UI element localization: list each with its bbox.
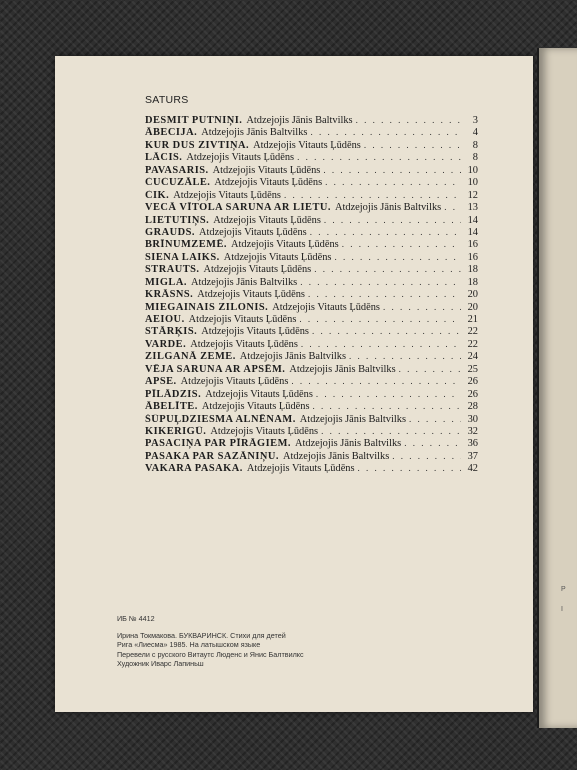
imprint-line: Художник Иварс Лапиньш [117, 659, 204, 669]
imprint-block [117, 614, 457, 669]
toc-leader-dots [310, 227, 461, 237]
toc-page-number: 8 [472, 152, 478, 164]
toc-entry [145, 152, 478, 164]
toc-page-number: 36 [467, 438, 478, 450]
toc-leader-dots [313, 401, 461, 411]
toc-leader-dots [349, 351, 461, 361]
toc-page-number: 20 [467, 301, 478, 313]
toc-entry [145, 401, 478, 413]
imprint-code: ИБ № 4412 [117, 614, 155, 623]
side-mark: P [561, 586, 566, 593]
toc-author: Atdzejojis Vitauts Ļūdēns [214, 177, 323, 189]
toc-leader-dots [364, 140, 461, 150]
toc-title: LIETUTIŅS. [145, 214, 210, 226]
toc-author: Atdzejojis Jānis Baltvilks [289, 363, 396, 375]
toc-title: KIKERIGŪ. [145, 425, 207, 437]
toc-leader-dots [312, 326, 461, 336]
toc-title: PĪLĀDZIS. [145, 388, 202, 400]
toc-author: Atdzejojis Jānis Baltvilks [334, 202, 442, 214]
toc-title: ĀBELĪTE. [145, 401, 198, 413]
toc-title: PASACIŅA PAR PĪRĀGIEM. [145, 438, 291, 450]
toc-leader-dots [392, 451, 461, 461]
toc-entry [145, 426, 478, 438]
toc-author: Atdzejojis Jānis Baltvilks [283, 450, 390, 462]
toc-title: ČUČUZĀLE. [145, 177, 211, 189]
toc-entry [145, 165, 478, 177]
toc-author: Atdzejojis Jānis Baltvilks [239, 351, 347, 363]
toc-entry [145, 190, 478, 202]
toc-author: Atdzejojis Jānis Baltvilks [246, 115, 353, 126]
toc-entry [145, 289, 478, 301]
toc-entry [145, 302, 478, 314]
toc-page-number: 8 [472, 139, 478, 151]
toc-title: GRAUDS. [145, 226, 195, 238]
toc-author: Atdzejojis Vitauts Ļūdēns [213, 214, 321, 226]
toc-entry [145, 414, 478, 426]
table-of-contents [145, 115, 478, 476]
toc-leader-dots [342, 239, 461, 249]
toc-entry [145, 339, 478, 351]
toc-leader-dots [284, 190, 461, 200]
toc-title: LĀCIS. [145, 152, 183, 164]
toc-page-number: 3 [472, 115, 478, 126]
toc-author: Atdzejojis Vitauts Ļūdēns [205, 388, 313, 400]
toc-entry [145, 140, 478, 152]
book-page [55, 56, 533, 712]
toc-entry [145, 264, 478, 276]
toc-page-number: 16 [467, 239, 478, 251]
toc-page-number: 10 [467, 177, 478, 189]
toc-author: Atdzejojis Vitauts Ļūdēns [180, 376, 289, 388]
toc-page-number: 42 [467, 463, 478, 475]
toc-entry [145, 177, 478, 189]
imprint-line: Ирина Токмакова. БУКВАРИНСК. Стихи для детей [117, 630, 286, 640]
toc-entry [145, 239, 478, 251]
toc-author: Atdzejojis Vitauts Ļūdēns [231, 239, 339, 251]
toc-leader-dots [356, 115, 461, 125]
toc-entry [145, 463, 478, 475]
toc-page-number: 14 [467, 226, 478, 238]
toc-title: BRĪNUMZEMĒ. [145, 239, 227, 251]
toc-leader-dots [297, 152, 461, 162]
toc-title: VAKARA PASAKA. [145, 463, 243, 475]
toc-entry [145, 314, 478, 326]
toc-page-number: 22 [467, 338, 478, 350]
toc-leader-dots [409, 414, 461, 424]
toc-author: Atdzejojis Vitauts Ļūdēns [272, 301, 380, 313]
toc-author: Atdzejojis Vitauts Ļūdēns [212, 164, 321, 176]
toc-title: VĒJA SARUNA AR APSĒM. [145, 363, 286, 375]
toc-page-number: 26 [467, 388, 478, 400]
toc-page-number: 18 [467, 264, 478, 276]
toc-author: Atdzejojis Vitauts Ļūdēns [201, 326, 309, 338]
toc-title: ŠŪPUĻDZIESMA ALNĒNAM. [145, 413, 296, 425]
toc-title: PAVASARIS. [145, 164, 209, 176]
toc-author: Atdzejojis Jānis Baltvilks [201, 127, 308, 139]
toc-author: Atdzejojis Vitauts Ļūdēns [198, 226, 307, 238]
toc-entry [145, 277, 478, 289]
toc-title: MIEGAINAIS ZILONIS. [145, 301, 269, 313]
toc-entry [145, 376, 478, 388]
toc-entry [145, 202, 478, 214]
toc-leader-dots [323, 165, 461, 175]
toc-leader-dots [358, 463, 461, 473]
toc-leader-dots [399, 364, 461, 374]
toc-author: Atdzejojis Vitauts Ļūdēns [223, 251, 332, 263]
toc-author: Atdzejojis Vitauts Ļūdēns [173, 189, 281, 201]
toc-leader-dots [444, 202, 461, 212]
toc-page-number: 13 [467, 202, 478, 214]
toc-leader-dots [314, 264, 461, 274]
toc-entry [145, 451, 478, 463]
toc-entry [145, 215, 478, 227]
toc-title: SIENA LAIKS. [145, 251, 220, 263]
toc-title: KRĀSNS. [145, 289, 194, 301]
toc-page-number: 28 [467, 401, 478, 413]
toc-title: VECĀ VĪTOLA SARUNA AR LIETU. [145, 202, 331, 214]
toc-author: Atdzejojis Vitauts Ļūdēns [201, 401, 310, 413]
toc-title: PASAKA PAR SAZĀNIŅU. [145, 450, 280, 462]
toc-leader-dots [308, 289, 461, 299]
toc-leader-dots [300, 277, 461, 287]
toc-title: MIGLA. [145, 276, 187, 288]
toc-title: VARDE. [145, 338, 187, 350]
toc-page-number: 16 [467, 251, 478, 263]
toc-page-number: 37 [467, 450, 478, 462]
toc-author: Atdzejojis Jānis Baltvilks [294, 438, 402, 450]
toc-page-number: 12 [467, 189, 478, 201]
toc-entry [145, 364, 478, 376]
toc-entry [145, 438, 478, 450]
adjacent-page-edge [537, 48, 577, 728]
toc-page-number: 30 [467, 413, 478, 425]
toc-author: Atdzejojis Vitauts Ļūdēns [190, 338, 298, 350]
toc-page-number: 25 [467, 363, 478, 375]
toc-title: ČIK. [145, 189, 170, 201]
toc-leader-dots [324, 215, 461, 225]
toc-title: STRAUTS. [145, 264, 200, 276]
toc-author: Atdzejojis Vitauts Ļūdēns [253, 139, 361, 151]
toc-title: ĀBECIJA. [145, 127, 198, 139]
toc-entry [145, 389, 478, 401]
toc-author: Atdzejojis Jānis Baltvilks [299, 413, 407, 425]
toc-entry [145, 127, 478, 139]
imprint-line: Рига «Лиесма» 1985. На латышском языке [117, 640, 261, 650]
toc-leader-dots [299, 314, 461, 324]
toc-entry [145, 351, 478, 363]
toc-entry [145, 227, 478, 239]
toc-author: Atdzejojis Jānis Baltvilks [190, 276, 298, 288]
toc-page-number: 22 [467, 326, 478, 338]
toc-leader-dots [325, 177, 461, 187]
toc-title: STĀRĶIS. [145, 326, 198, 338]
toc-page-number: 4 [472, 127, 478, 139]
toc-author: Atdzejojis Vitauts Ļūdēns [188, 314, 297, 325]
toc-title: DESMIT PUTNIŅI. [145, 115, 243, 126]
toc-leader-dots [316, 389, 461, 399]
toc-author: Atdzejojis Vitauts Ļūdēns [197, 289, 305, 301]
toc-leader-dots [321, 426, 461, 436]
toc-page-number: 18 [467, 276, 478, 288]
toc-entry [145, 326, 478, 338]
toc-page-number: 32 [467, 425, 478, 437]
toc-page-number: 14 [467, 214, 478, 226]
contents-heading: SATURS [145, 94, 189, 106]
toc-leader-dots [310, 127, 461, 137]
adjacent-page-text [561, 580, 566, 620]
toc-title: KUR DUS ZIVTIŅA. [145, 139, 250, 151]
toc-page-number: 21 [467, 314, 478, 325]
toc-leader-dots [334, 252, 461, 262]
toc-leader-dots [301, 339, 461, 349]
toc-page-number: 10 [467, 164, 478, 176]
toc-entry [145, 252, 478, 264]
toc-page-number: 20 [467, 289, 478, 301]
toc-author: Atdzejojis Vitauts Ļūdēns [186, 152, 295, 164]
toc-page-number: 26 [467, 376, 478, 388]
side-mark: I [561, 606, 563, 613]
toc-author: Atdzejojis Vitauts Ļūdēns [246, 463, 355, 475]
toc-author: Atdzejojis Vitauts Ļūdēns [210, 425, 319, 437]
toc-title: AEIOU. [145, 314, 185, 325]
imprint-line: Перевели с русского Витаутс Людeнс и Янис Балтвилкс [117, 649, 304, 659]
toc-title: APSE. [145, 376, 177, 388]
toc-author: Atdzejojis Vitauts Ļūdēns [203, 264, 312, 276]
toc-title: ZILGANĀ ZEME. [145, 351, 236, 363]
toc-leader-dots [383, 302, 461, 312]
toc-page-number: 24 [467, 351, 478, 363]
toc-entry [145, 115, 478, 127]
toc-leader-dots [404, 438, 461, 448]
toc-leader-dots [291, 376, 461, 386]
